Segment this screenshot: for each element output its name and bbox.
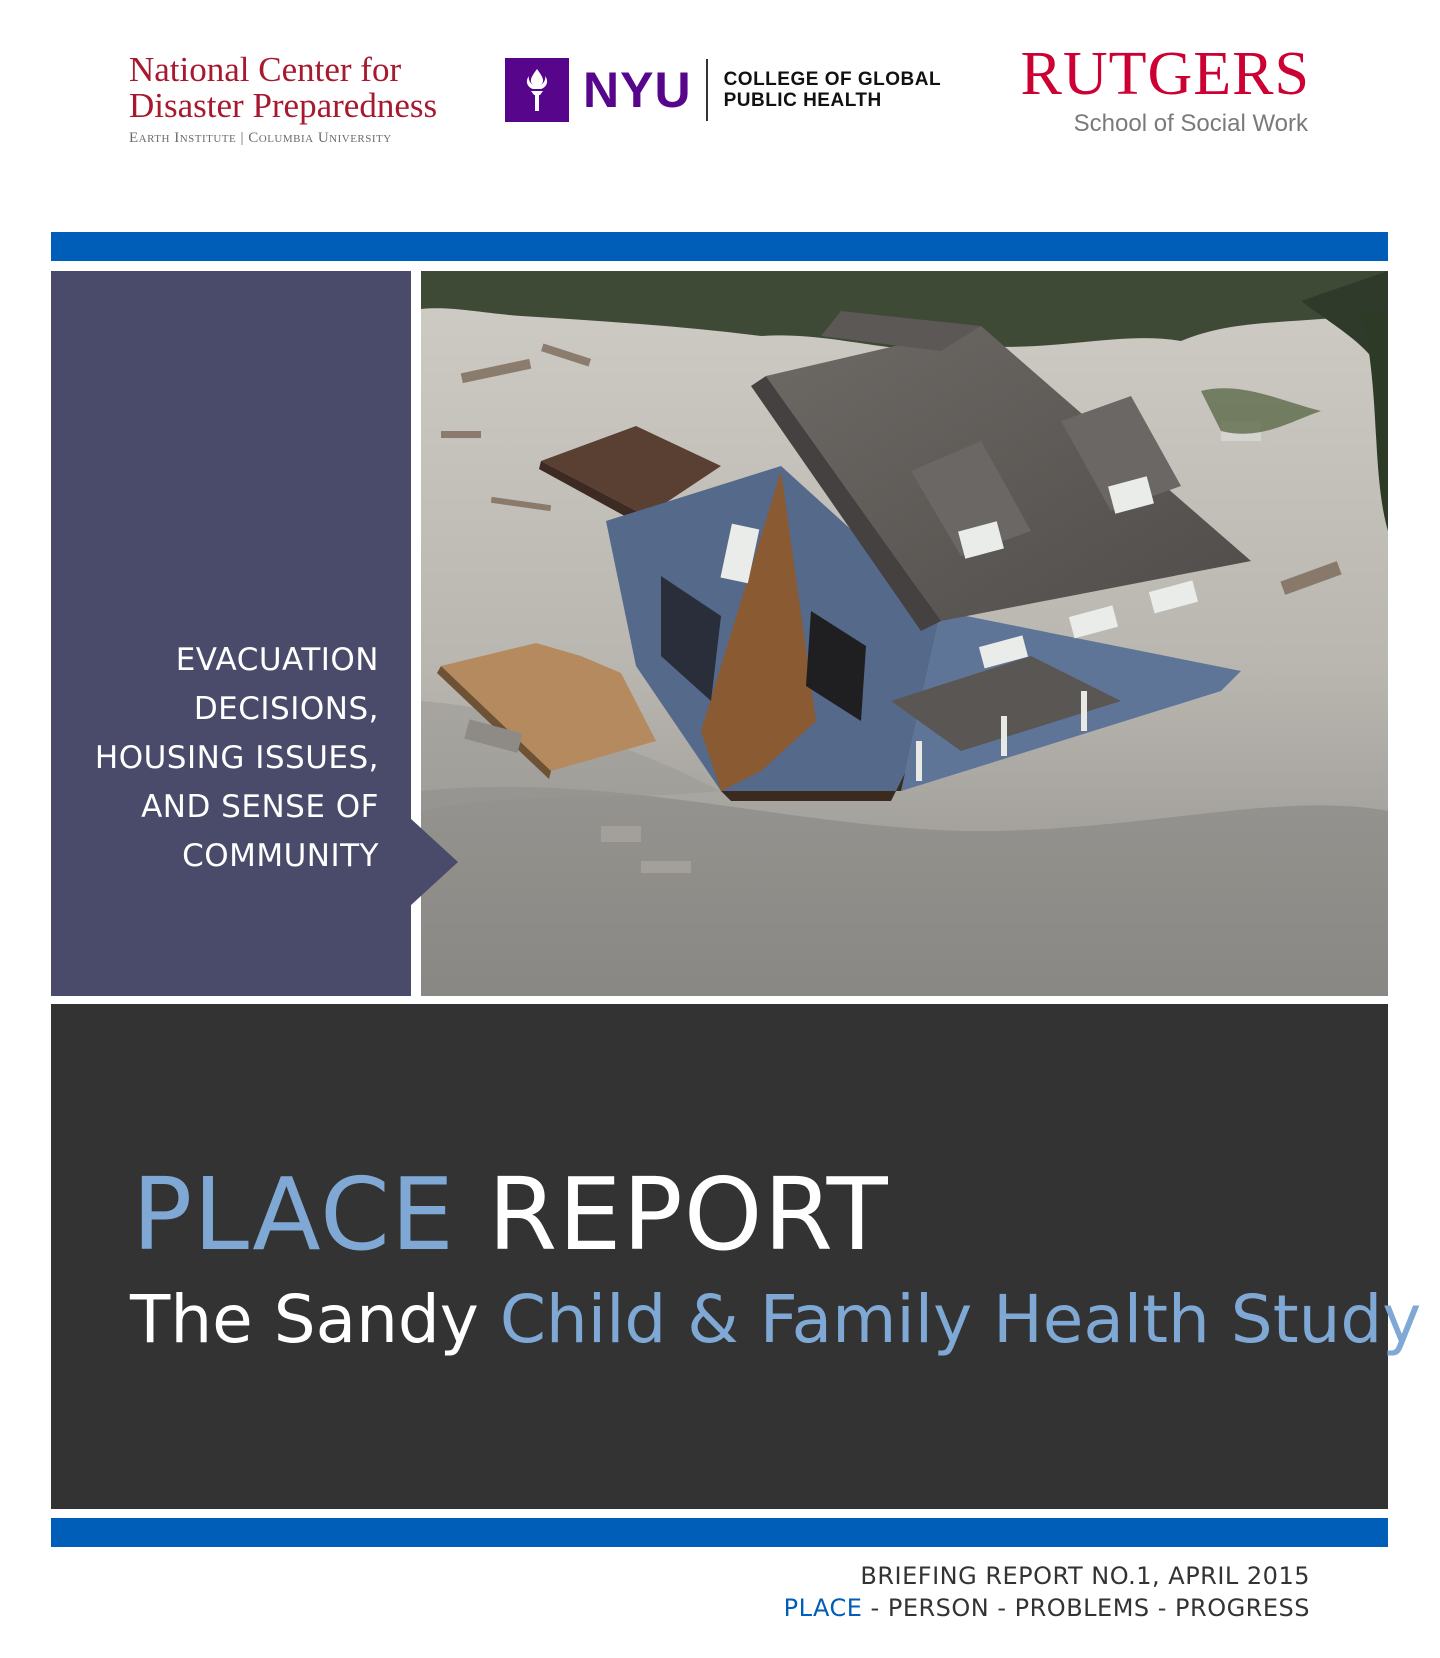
side-panel-arrow xyxy=(410,818,458,906)
side-panel-line: HOUSING ISSUES, xyxy=(94,740,379,776)
report-title xyxy=(132,1156,889,1273)
series-highlight-place: PLACE xyxy=(783,1594,863,1622)
series-line xyxy=(784,1592,1310,1624)
briefing-report-line: BRIEFING REPORT NO.1, APRIL 2015 xyxy=(860,1562,1310,1590)
torch-icon xyxy=(505,58,569,122)
report-title-place: PLACE xyxy=(132,1156,455,1273)
nyu-logo-divider xyxy=(706,59,708,121)
side-panel-line: DECISIONS, xyxy=(193,691,379,727)
side-panel xyxy=(51,271,411,996)
nyu-wordmark: NYU xyxy=(583,62,692,118)
nyu-college-line1: COLLEGE OF GLOBAL xyxy=(723,69,942,90)
side-panel-line: EVACUATION xyxy=(175,642,379,678)
footer xyxy=(784,1560,1310,1624)
ncdp-logo-line2: Disaster Preparedness xyxy=(129,86,438,125)
series-rest: - PERSON - PROBLEMS - PROGRESS xyxy=(862,1594,1310,1622)
report-subtitle xyxy=(130,1282,1421,1358)
report-title-report: REPORT xyxy=(487,1156,889,1273)
nyu-college-name xyxy=(724,69,942,111)
bottom-blue-bar xyxy=(51,1518,1388,1547)
rutgers-subtitle: School of Social Work xyxy=(1073,110,1308,137)
side-panel-text xyxy=(51,636,379,881)
report-subtitle-the-sandy: The Sandy xyxy=(130,1281,479,1358)
nyu-logo xyxy=(505,57,941,123)
ncdp-logo xyxy=(129,52,437,147)
top-blue-bar xyxy=(51,232,1388,261)
side-panel-line: AND SENSE OF xyxy=(141,789,379,825)
ncdp-logo-line1: National Center for xyxy=(129,50,402,89)
side-panel-line: COMMUNITY xyxy=(182,838,379,874)
rutgers-logo xyxy=(1010,42,1310,138)
ncdp-logo-line3: Earth Institute | Columbia University xyxy=(129,130,392,146)
cover-photo-damaged-house xyxy=(421,271,1388,996)
report-subtitle-study-name: Child & Family Health Study xyxy=(499,1281,1422,1358)
rutgers-wordmark: RUTGERS xyxy=(1020,40,1310,108)
nyu-college-line2: PUBLIC HEALTH xyxy=(723,90,882,111)
